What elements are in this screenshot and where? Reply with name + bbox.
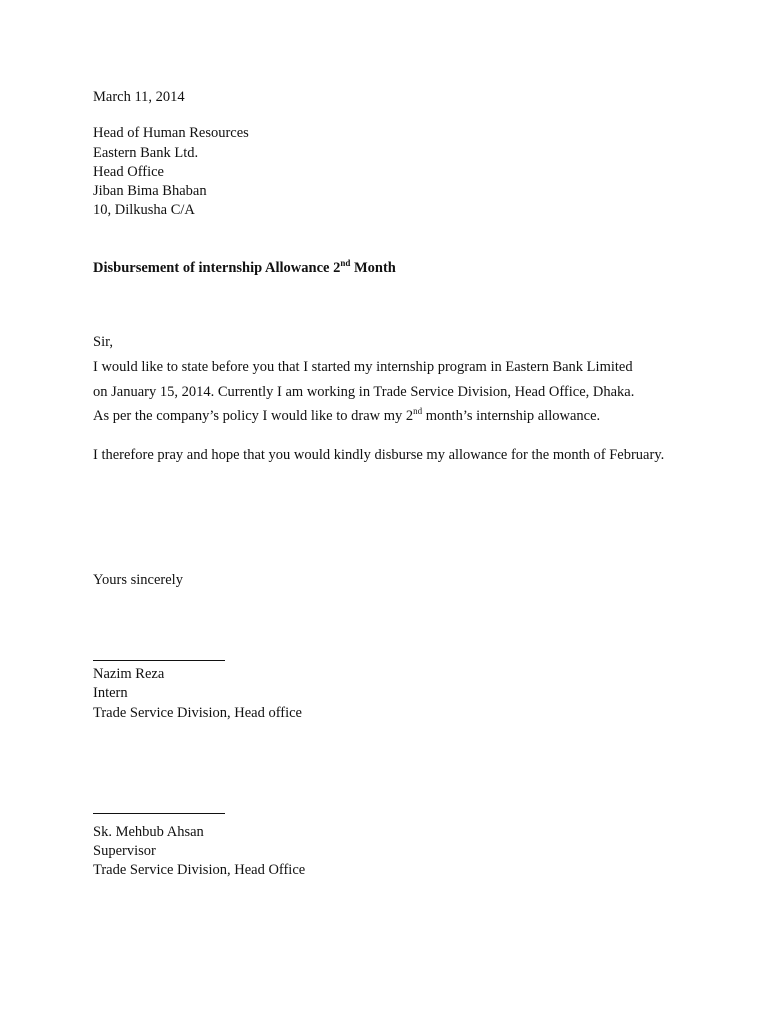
signatory-1-dept: Trade Service Division, Head office [93,705,302,721]
recipient-line-2: Eastern Bank Ltd. [93,145,199,161]
subject-text: Disbursement of internship Allowance 2 [93,260,341,276]
letter-date: March 11, 2014 [93,89,185,105]
subject-text-end: Month [350,260,396,276]
subject-line [93,258,396,278]
signatory-2-dept: Trade Service Division, Head Office [93,862,306,878]
signature-line-1 [93,660,225,661]
signatory-1-title: Intern [93,685,128,701]
signature-line-2 [93,813,225,814]
closing: Yours sincerely [93,572,183,588]
salutation: Sir, [93,334,113,350]
paragraph-1-line-3 [93,406,600,426]
signatory-2-name: Sk. Mehbub Ahsan [93,824,204,840]
recipient-line-5: 10, Dilkusha C/A [93,202,195,218]
paragraph-1-ordinal: nd [413,406,423,417]
paragraph-1-line-3-end: month’s internship allowance. [422,408,601,424]
signatory-1-name: Nazim Reza [93,666,165,682]
signatory-2-title: Supervisor [93,843,156,859]
subject-ordinal: nd [340,258,351,269]
paragraph-1-line-1: I would like to state before you that I started my internship program in Eastern Bank Limited [93,359,633,375]
recipient-line-3: Head Office [93,164,164,180]
paragraph-1-line-3-text: As per the company’s policy I would like to draw my 2 [93,408,414,424]
body-paragraph-2: I therefore pray and hope that you would kindly disburse my allowance for the month of February. [93,447,665,463]
recipient-line-1: Head of Human Resources [93,125,249,141]
paragraph-1-line-2: on January 15, 2014. Currently I am working in Trade Service Division, Head Office, Dhaka. [93,384,635,400]
recipient-line-4: Jiban Bima Bhaban [93,183,207,199]
